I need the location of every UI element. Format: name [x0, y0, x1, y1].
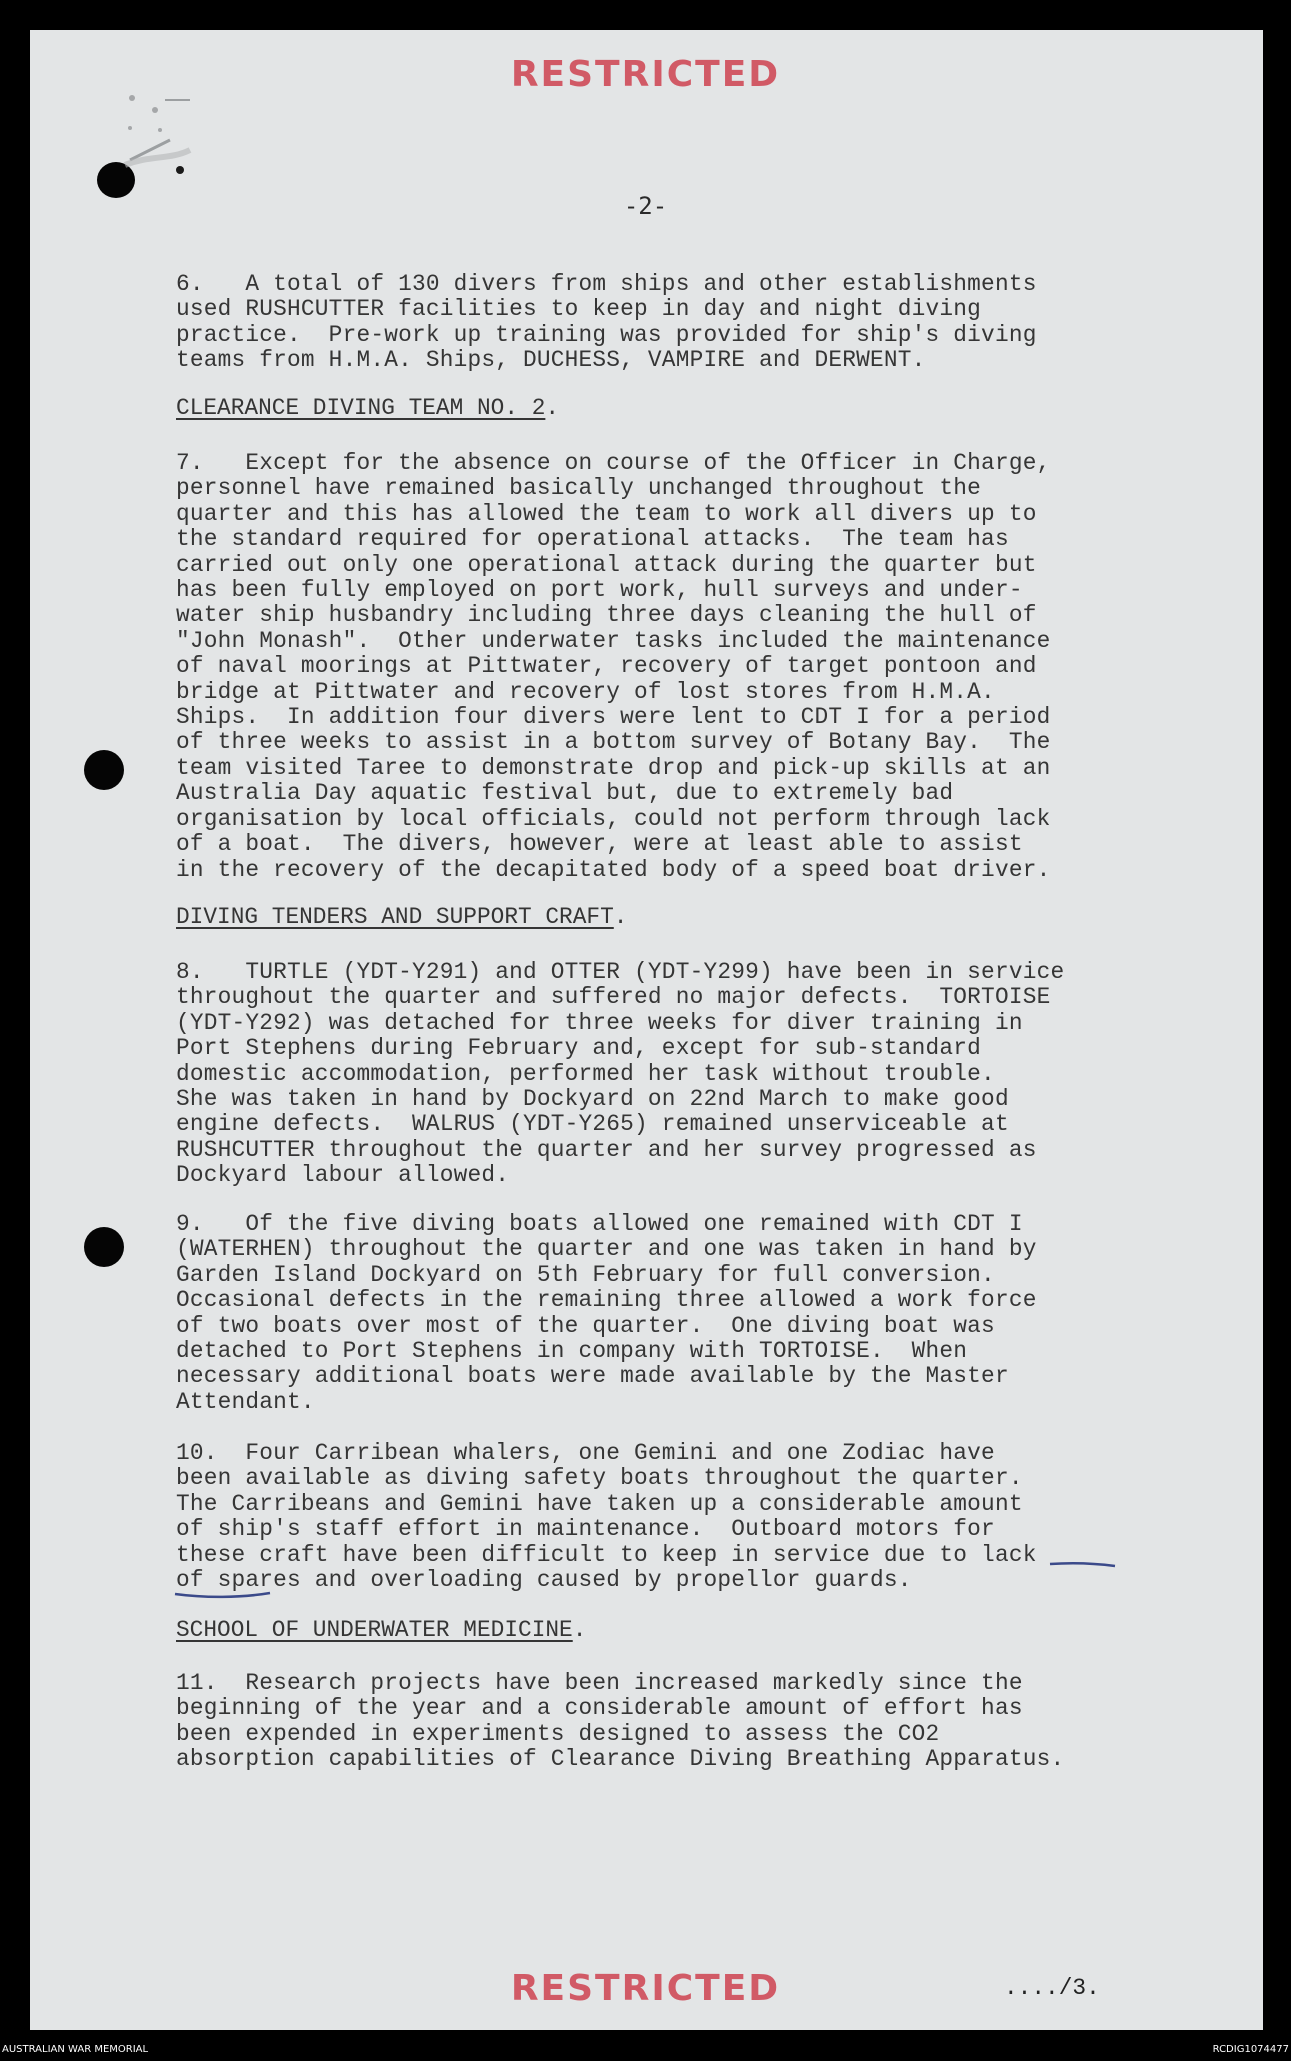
footer-record-id: RCDIG1074477	[1212, 2044, 1289, 2055]
heading-clearance-diving-team-text: CLEARANCE DIVING TEAM NO. 2	[176, 395, 546, 421]
paragraph-6: 6. A total of 130 divers from ships and other establishments used RUSHCUTTER facilities to keep in day and night diving practice. Pre-work up training was provided for ship's diving teams from H.M.A. Ships, DUCHESS, VAMPIRE and DERWENT.	[176, 271, 1037, 374]
staple-mark-icon	[70, 70, 210, 210]
heading-diving-tenders-text: DIVING TENDERS AND SUPPORT CRAFT	[176, 904, 614, 930]
heading-clearance-diving-team: CLEARANCE DIVING TEAM NO. 2.	[176, 395, 560, 421]
punch-hole-middle	[84, 750, 124, 790]
continuation-marker: ..../3.	[1004, 1975, 1100, 2001]
heading-school-underwater-medicine-text: SCHOOL OF UNDERWATER MEDICINE	[176, 1617, 573, 1643]
paragraph-7: 7. Except for the absence on course of the Officer in Charge, personnel have remained basically unchanged throughout the quarter and this has allowed the team to work all divers up to the standard required for operational attacks. The team has carried out only one operational attack during the quarter but has been fully employed on port work, hull surveys and under- water ship husbandry including three days cleaning the hull of "John Monash". Other underwater tasks included the maintenance of naval moorings at Pittwater, recovery of target pontoon and bridge at Pittwater and recovery of lost stores from H.M.A. Ships. In addition four divers were lent to CDT I for a period of three weeks to assist in a bottom survey of Botany Bay. The team visited Taree to demonstrate drop and pick-up skills at an Australia Day aquatic festival but, due to extremely bad organisation by local officials, could not perform through lack of a boat. The divers, however, were at least able to assist in the recovery of the decapitated body of a speed boat driver.	[176, 450, 1051, 883]
paragraph-10: 10. Four Carribean whalers, one Gemini and one Zodiac have been available as diving safety boats throughout the quarter. The Carribeans and Gemini have taken up a considerable amount of ship's staff effort in maintenance. Outboard motors for these craft have been difficult to keep in service due to lack of spares and overloading caused by propellor guards.	[176, 1440, 1037, 1594]
paragraph-11: 11. Research projects have been increased markedly since the beginning of the year and a considerable amount of effort has been expended in experiments designed to assess the CO2 absorption capabilities of Clearance Diving Breathing Apparatus.	[176, 1670, 1065, 1773]
heading-diving-tenders: DIVING TENDERS AND SUPPORT CRAFT.	[176, 904, 628, 930]
pen-underline-mark	[160, 1552, 1140, 1602]
paragraph-8: 8. TURTLE (YDT-Y291) and OTTER (YDT-Y299) have been in service throughout the quarter and suffered no major defects. TORTOISE (YDT-Y292) was detached for three weeks for diver training in Port Stephens during February and, except for sub-standard domestic accommodation, performed her task without trouble. She was taken in hand by Dockyard on 22nd March to make good engine defects. WALRUS (YDT-Y265) remained unserviceable at RUSHCUTTER throughout the quarter and her survey progressed as Dockyard labour allowed.	[176, 959, 1065, 1189]
punch-hole-lower	[84, 1227, 124, 1267]
footer-source: AUSTRALIAN WAR MEMORIAL	[2, 2044, 149, 2055]
restricted-stamp-top: RESTRICTED	[510, 54, 781, 95]
paragraph-9: 9. Of the five diving boats allowed one remained with CDT I (WATERHEN) throughout the quarter and one was taken in hand by Garden Island Dockyard on 5th February for full conversion. Occasional defects in the remaining three allowed a work force of two boats over most of the quarter. One diving boat was detached to Port Stephens in company with TORTOISE. When necessary additional boats were made available by the Master Attendant.	[176, 1211, 1037, 1415]
heading-school-underwater-medicine: SCHOOL OF UNDERWATER MEDICINE.	[176, 1617, 587, 1643]
restricted-stamp-bottom: RESTRICTED	[510, 1968, 781, 2009]
page-number: -2-	[623, 192, 668, 220]
